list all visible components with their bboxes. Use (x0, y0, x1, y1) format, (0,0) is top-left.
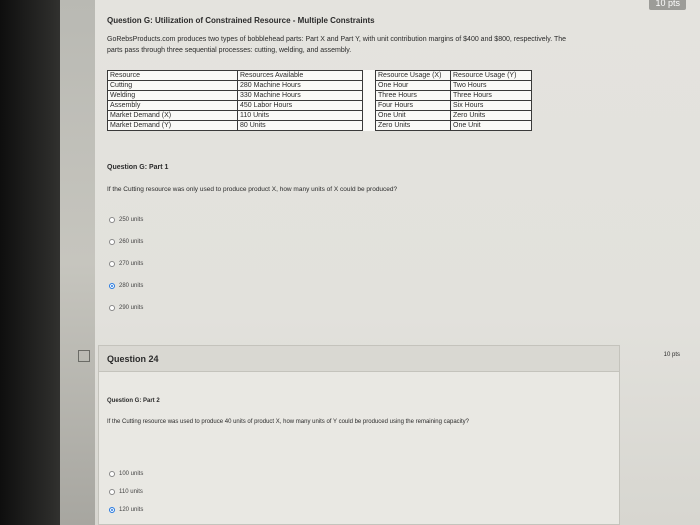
answer-option-label: 110 units (119, 489, 143, 495)
table-row (108, 121, 532, 131)
radio-button[interactable] (109, 471, 115, 477)
table-cell: 80 Units (238, 121, 363, 131)
table-cell: Resources Available (238, 71, 363, 81)
answer-option-label: 270 units (119, 261, 144, 267)
part-2-question: If the Cutting resource was used to produce 40 units of product X, how many units of Y could be produced using the remaining capacity? (107, 419, 469, 425)
table-cell: Four Hours (376, 101, 451, 111)
answer-option-label: 100 units (119, 471, 144, 477)
table-row (108, 111, 532, 121)
answer-option[interactable] (109, 217, 143, 223)
answer-option-label: 260 units (119, 239, 144, 245)
part-2-title: Question G: Part 2 (107, 398, 160, 404)
table-cell: 330 Machine Hours (238, 91, 363, 101)
answer-option[interactable] (109, 283, 143, 289)
table-gap (363, 71, 376, 81)
answer-option[interactable] (109, 261, 143, 267)
radio-button[interactable] (109, 489, 115, 495)
answer-option-label: 120 units (119, 507, 144, 513)
flag-question-icon[interactable] (78, 350, 90, 362)
table-row (108, 81, 532, 91)
table-gap (363, 81, 376, 91)
table-cell: Resource Usage (X) (376, 71, 451, 81)
question-24-panel (98, 345, 620, 525)
table-cell: Zero Units (451, 111, 532, 121)
table-cell: 450 Labor Hours (238, 101, 363, 111)
table-cell: Cutting (108, 81, 238, 91)
table-cell: Market Demand (X) (108, 111, 238, 121)
radio-button[interactable] (109, 305, 115, 311)
table-gap (363, 91, 376, 101)
table-cell: Welding (108, 91, 238, 101)
table-cell: Three Hours (376, 91, 451, 101)
answer-option[interactable] (109, 489, 143, 495)
part-title: Question G: Part 1 (107, 164, 169, 171)
table-gap (363, 101, 376, 111)
answer-option[interactable] (109, 239, 143, 245)
answer-option[interactable] (109, 305, 143, 311)
question-24-points: 10 pts (663, 352, 680, 358)
table-row (108, 71, 532, 81)
quiz-page (95, 0, 700, 525)
table-cell: Two Hours (451, 81, 532, 91)
table-cell: Six Hours (451, 101, 532, 111)
table-cell: One Unit (376, 111, 451, 121)
left-gutter (60, 0, 98, 525)
table-cell: 280 Machine Hours (238, 81, 363, 91)
table-cell: One Unit (451, 121, 532, 131)
table-gap (363, 111, 376, 121)
radio-button[interactable] (109, 261, 115, 267)
table-cell: Market Demand (Y) (108, 121, 238, 131)
table-cell: Resource Usage (Y) (451, 71, 532, 81)
radio-button[interactable] (109, 507, 115, 513)
answer-option-label: 290 units (119, 305, 144, 311)
table-cell: 110 Units (238, 111, 363, 121)
table-cell: Three Hours (451, 91, 532, 101)
answer-option-label: 280 units (119, 283, 144, 289)
resource-table (107, 70, 532, 131)
table-cell: Assembly (108, 101, 238, 111)
answer-option-label: 250 units (119, 217, 144, 223)
question-title: Question G: Utilization of Constrained Resource - Multiple Constraints (107, 16, 375, 25)
radio-button[interactable] (109, 239, 115, 245)
points-badge: 10 pts (649, 0, 686, 10)
table-cell: Resource (108, 71, 238, 81)
radio-button[interactable] (109, 217, 115, 223)
table-cell: One Hour (376, 81, 451, 91)
table-row (108, 91, 532, 101)
answer-option[interactable] (109, 471, 143, 477)
part-question: If the Cutting resource was only used to produce product X, how many units of X could be produced? (107, 186, 398, 193)
question-24-header: Question 24 (99, 346, 619, 372)
table-row (108, 101, 532, 111)
table-gap (363, 121, 376, 131)
table-cell: Zero Units (376, 121, 451, 131)
answer-option[interactable] (109, 507, 143, 513)
radio-button[interactable] (109, 283, 115, 289)
question-description: GoRebsProducts.com produces two types of bobblehead parts: Part X and Part Y, with unit contribution margins of $400 and $800, respectively. The parts pass through three sequential processes: cutting, welding, and assembly. (107, 36, 567, 54)
